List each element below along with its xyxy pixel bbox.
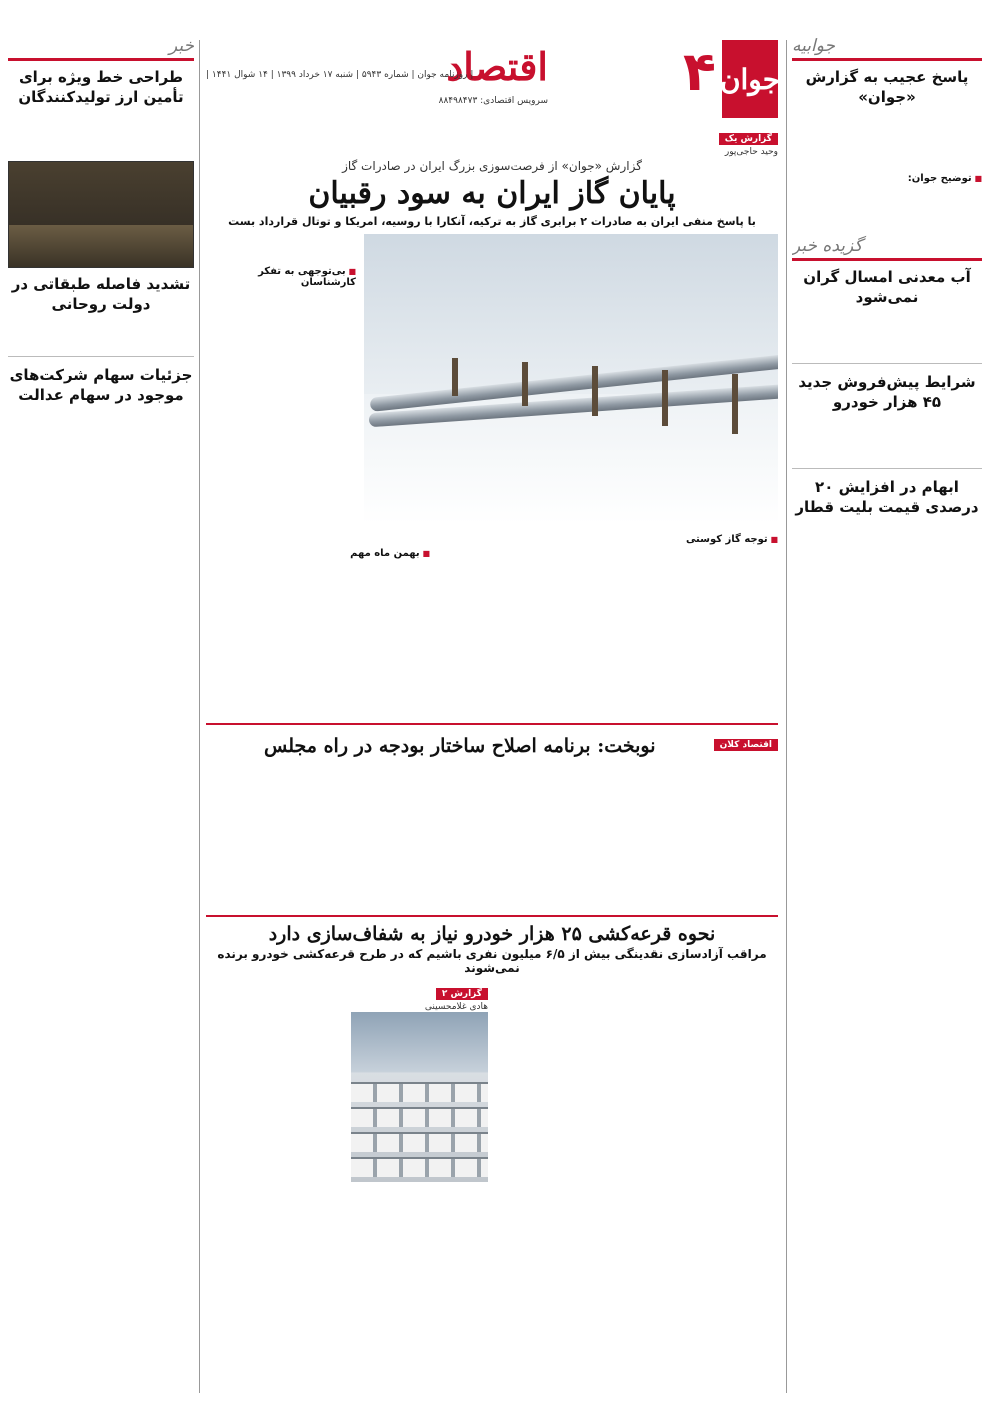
lead-paragraph <box>322 559 430 573</box>
mineral-water-title: آب معدنی امسال گران نمی‌شود <box>803 268 971 306</box>
car-presale-paragraph <box>792 446 982 460</box>
cars-story-subtitle: مراقب آزادسازی نقدینگی بیش از ۶/۵ میلیون نفری باشیم که در طرح قرعه‌کشی خودرو برنده نمی‌شوند <box>217 947 767 975</box>
lead-paragraph <box>438 530 546 544</box>
lead-story-tag: گزارش یک <box>719 133 778 145</box>
reply-paragraph <box>792 212 982 226</box>
currency-line-paragraph <box>8 127 194 141</box>
justice-shares-paragraph <box>8 411 194 425</box>
mineral-water-paragraph <box>792 327 982 341</box>
service-phone: سرویس اقتصادی: ۸۸۴۹۸۴۷۳ <box>438 96 548 106</box>
cars-story-columns <box>206 981 778 1196</box>
reply-paragraph <box>792 127 982 141</box>
divider <box>206 915 778 917</box>
lead-paragraph <box>554 544 662 558</box>
pipeline-photo <box>364 234 778 524</box>
left-column <box>8 36 194 1393</box>
right-column <box>792 36 982 1393</box>
reply-paragraph <box>792 198 982 212</box>
class-gap-paragraph <box>8 320 194 334</box>
justice-shares-paragraph <box>8 425 194 439</box>
currency-line-paragraph <box>8 113 194 127</box>
budget-story-header <box>206 731 778 759</box>
reply-paragraph <box>792 155 982 169</box>
train-ticket-paragraph <box>792 523 982 537</box>
lead-paragraph <box>206 288 356 302</box>
lead-paragraph <box>206 248 356 262</box>
car-presale-title: شرایط پیش‌فروش جدید ۴۵ هزار خودرو <box>798 373 976 411</box>
section-label-news-brief: گزیده خبر <box>792 236 982 261</box>
lead-story-lede: با پاسخ منفی ایران به صادرات ۲ برابری گاز به ترکیه، آنکارا با روسیه، امریکا و توتال قرارداد بست <box>228 215 756 228</box>
meeting-photo <box>8 161 194 268</box>
class-gap-paragraph <box>8 334 194 348</box>
cars-photo-byline: هادی غلامحسینی <box>424 1002 488 1012</box>
section-name: اقتصاد <box>446 44 548 89</box>
column-divider <box>786 40 787 1393</box>
mineral-water-paragraph <box>792 341 982 355</box>
section-label-news: خبر <box>8 36 194 61</box>
lead-subhead: ■ توجه گاز کوستی <box>670 534 778 545</box>
class-gap-title: تشدید فاصله طبقاتی در دولت روحانی <box>11 275 191 313</box>
lead-paragraph <box>206 234 356 248</box>
cars-photo-tag: گزارش ۲ <box>436 988 488 1000</box>
train-ticket-paragraph <box>792 537 982 551</box>
cars-paragraph <box>496 981 633 1196</box>
reply-subhead: ■ توضیح جوان: <box>792 173 982 184</box>
lead-story-columns <box>206 530 778 573</box>
page-number: ۴ <box>683 40 716 103</box>
column-divider <box>199 40 200 1393</box>
lead-story-title: پایان گاز ایران به سود رقبیان <box>308 176 676 211</box>
divider <box>792 468 982 469</box>
lead-story-column-side <box>206 234 356 524</box>
cars-story-title: نحوه قرعه‌کشی ۲۵ هزار خودرو نیاز به شفاف‌سازی دارد <box>268 923 716 945</box>
lead-story-top <box>206 234 778 524</box>
paper-logo: جوان <box>722 40 778 118</box>
reply-paragraph <box>792 184 982 198</box>
car-presale-paragraph <box>792 432 982 446</box>
car-presale-paragraph <box>792 418 982 432</box>
budget-paragraph <box>496 759 633 909</box>
divider <box>206 723 778 725</box>
section-label-reply: جوابیه <box>792 36 982 61</box>
currency-line-title: طراحی خط ویژه برای تأمین ارز تولیدکنندگان <box>18 68 184 106</box>
main-area <box>206 126 778 1393</box>
divider <box>8 356 194 357</box>
lead-story-kicker: گزارش «جوان» از فرصت‌سوزی بزرگ ایران در صادرات گاز <box>342 159 642 173</box>
justice-shares-title: جزئیات سهام شرکت‌های موجود در سهام عدالت <box>9 366 193 404</box>
masthead <box>206 40 781 120</box>
parked-cars-photo <box>351 1012 488 1182</box>
justice-shares-paragraph <box>8 439 194 453</box>
lead-paragraph <box>322 530 430 544</box>
lead-subhead: ■ بهمن ماه مهم <box>322 548 430 559</box>
lead-paragraph <box>438 544 546 558</box>
lead-subhead: ■ بی‌توجهی به تفکر کارشناسان <box>206 266 356 288</box>
cars-paragraph <box>351 1182 488 1196</box>
divider <box>792 363 982 364</box>
train-ticket-title: ابهام در افزایش ۲۰ درصدی قیمت بلیت قطار <box>795 478 979 516</box>
issue-info: | روزنامه جوان | شماره ۵۹۴۳ | شنبه ۱۷ خرداد ۱۳۹۹ | ۱۴ شوال ۱۴۴۱ | <box>206 70 474 80</box>
lead-paragraph <box>206 544 314 558</box>
cars-paragraph <box>206 981 343 1196</box>
lead-paragraph <box>670 545 778 559</box>
budget-paragraph <box>206 759 343 909</box>
budget-paragraph <box>351 759 488 909</box>
lead-paragraph <box>554 530 662 544</box>
budget-story-title: نوبخت: برنامه اصلاح ساختار بودجه در راه مجلس <box>264 735 656 757</box>
lead-paragraph <box>206 530 314 544</box>
cars-paragraph <box>641 981 778 1196</box>
reply-story-title: پاسخ عجیب به گزارش «جوان» <box>805 68 969 106</box>
budget-story-columns <box>206 759 778 909</box>
lead-story-byline: وحید حاجی‌پور <box>724 147 778 157</box>
reply-paragraph <box>792 141 982 155</box>
currency-line-paragraph <box>8 141 194 155</box>
reply-paragraph <box>792 113 982 127</box>
budget-story-tag: اقتصاد کلان <box>714 739 778 751</box>
mineral-water-paragraph <box>792 313 982 327</box>
budget-paragraph <box>641 759 778 909</box>
